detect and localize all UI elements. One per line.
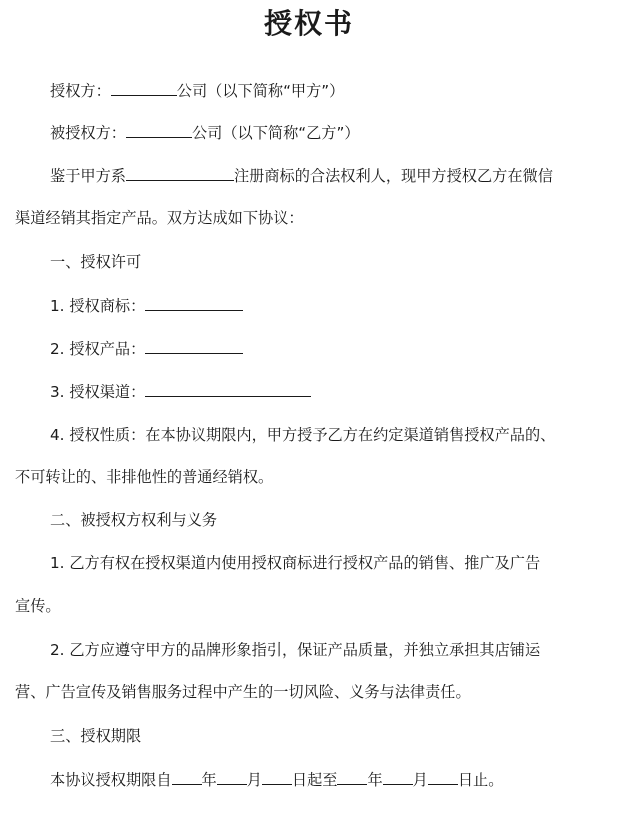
grantee-suffix: 公司（以下简称“乙方”）: [191, 124, 360, 142]
authorized-trademark-blank: [145, 294, 243, 311]
authorized-trademark-label: 1. 授权商标：: [50, 297, 146, 315]
grantor-line: [50, 79, 344, 102]
term-prefix: 本协议授权期限自: [50, 771, 172, 789]
grantee-blank: [126, 121, 192, 138]
whereas-suffix: 注册商标的合法权利人，现甲方授权乙方在微信: [233, 167, 553, 185]
authorization-nature-line-2: 不可转让的、非排他性的普通经销权。: [15, 468, 274, 486]
grantee-right-line-2: 宣传。: [15, 597, 61, 615]
grantor-label: 授权方：: [50, 82, 111, 100]
authorization-nature-line-1: 4. 授权性质：在本协议期限内，甲方授予乙方在约定渠道销售授权产品的、: [50, 426, 556, 444]
end-year-blank: [337, 768, 367, 785]
end-month-label: 月: [412, 771, 428, 789]
grantor-suffix: 公司（以下简称“甲方”）: [176, 82, 345, 100]
grantor-blank: [111, 79, 177, 96]
term-line: [50, 768, 503, 791]
whereas-line-2: 渠道经销其指定产品。双方达成如下协议：: [15, 209, 304, 227]
authorized-product-label: 2. 授权产品：: [50, 340, 146, 358]
start-year-label: 年: [201, 771, 217, 789]
authorized-product-line: [50, 337, 243, 360]
section-1-heading: 一、授权许可: [50, 253, 142, 271]
grantee-label: 被授权方：: [50, 124, 126, 142]
document-title: 授权书: [263, 7, 354, 40]
start-day-blank: [262, 768, 292, 785]
start-year-blank: [172, 768, 202, 785]
authorized-trademark-line: [50, 294, 243, 317]
grantee-right-line-1: 1. 乙方有权在授权渠道内使用授权商标进行授权产品的销售、推广及广告: [50, 554, 541, 572]
end-year-label: 年: [367, 771, 383, 789]
end-day-blank: [428, 768, 458, 785]
authorized-product-blank: [145, 337, 243, 354]
end-day-label: 日止。: [457, 771, 504, 789]
section-2-heading: 二、被授权方权利与义务: [50, 511, 218, 529]
section-3-heading: 三、授权期限: [50, 727, 142, 745]
grantee-duty-line-2: 营、广告宣传及销售服务过程中产生的一切风险、义务与法律责任。: [15, 683, 471, 701]
start-month-blank: [217, 768, 247, 785]
start-month-label: 月: [246, 771, 262, 789]
whereas-prefix: 鉴于甲方系: [50, 167, 126, 185]
grantee-line: [50, 121, 360, 144]
authorized-channel-label: 3. 授权渠道：: [50, 383, 146, 401]
whereas-line-1: [50, 164, 553, 187]
authorized-channel-line: [50, 380, 311, 403]
grantee-duty-line-1: 2. 乙方应遵守甲方的品牌形象指引，保证产品质量，并独立承担其店铺运: [50, 641, 541, 659]
authorized-channel-blank: [145, 380, 311, 397]
start-day-label: 日起至: [291, 771, 338, 789]
end-month-blank: [383, 768, 413, 785]
trademark-owner-blank: [126, 164, 234, 181]
